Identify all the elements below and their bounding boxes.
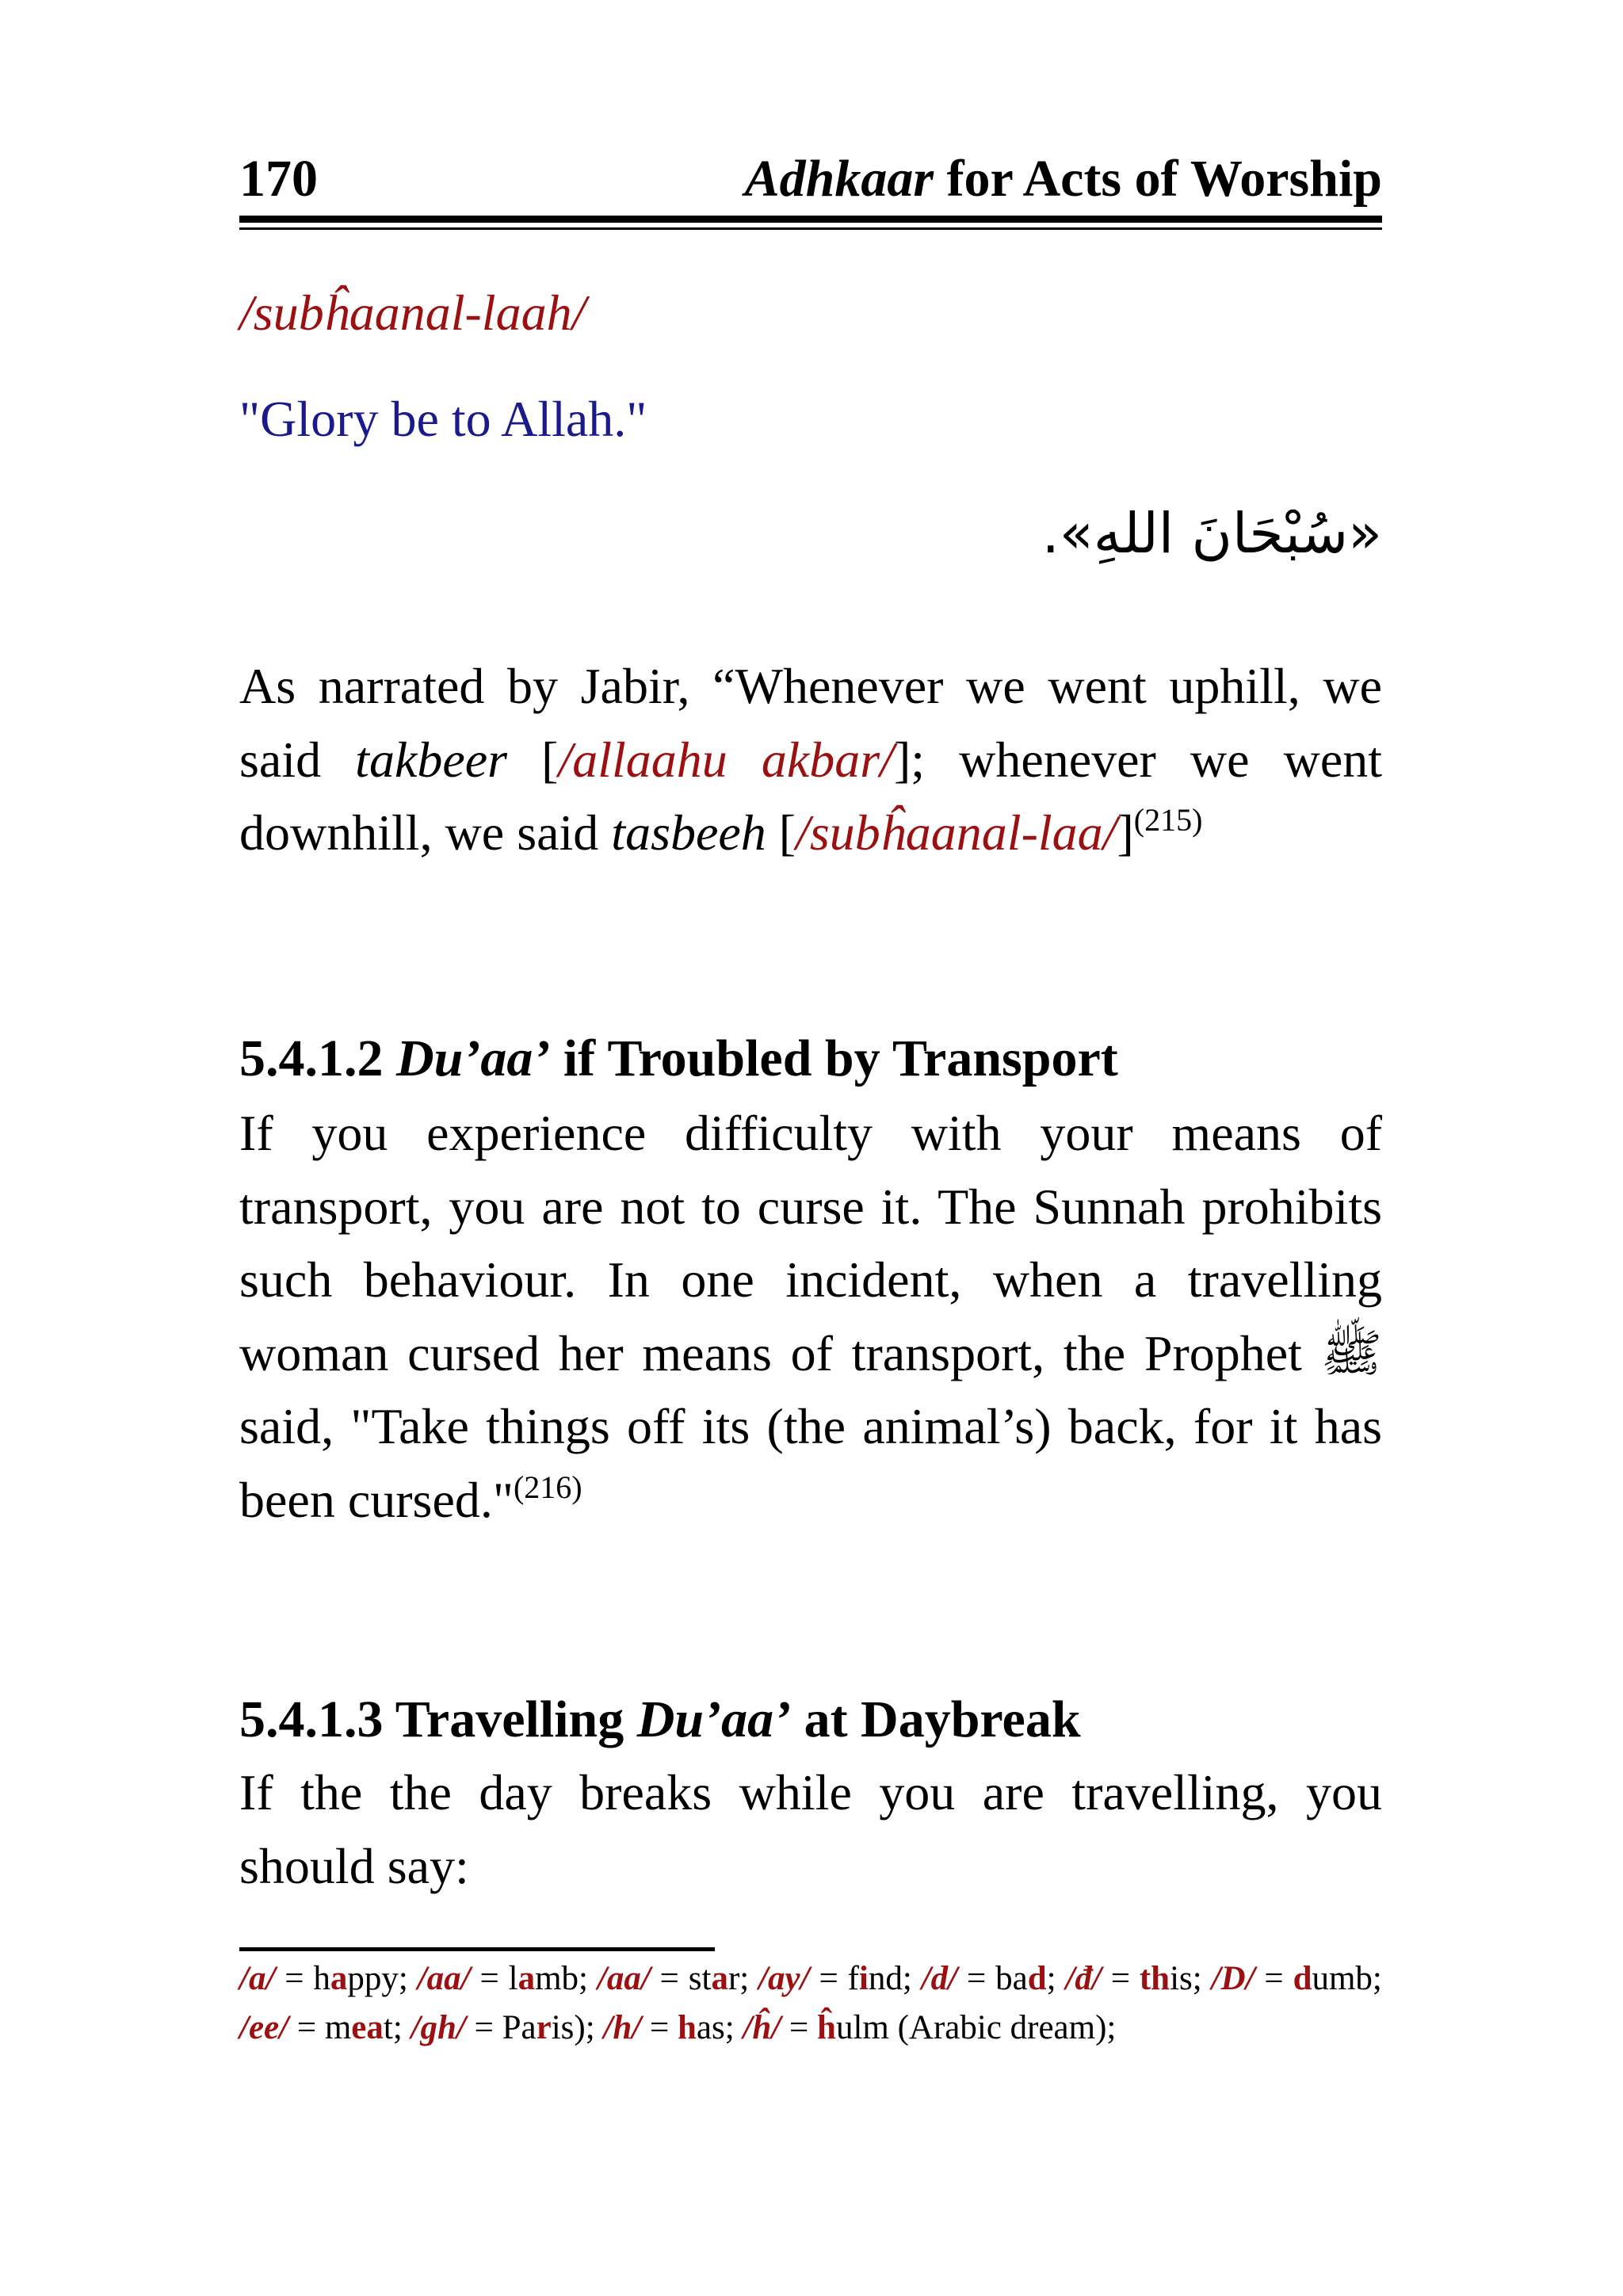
key-example-pre: st: [688, 1960, 712, 1997]
key-equals: =: [641, 2009, 678, 2046]
key-example-post: ulm (Arabic dream);: [835, 2009, 1117, 2046]
running-head: [745, 149, 1382, 209]
key-equals: =: [288, 2009, 325, 2046]
key-entry: [1065, 1960, 1211, 1997]
key-equals: =: [1254, 1960, 1293, 1997]
page-number: 170: [239, 150, 318, 208]
key-equals: =: [470, 1960, 509, 1997]
key-symbol: /a/: [239, 1960, 276, 1997]
key-example-post: is);: [551, 2009, 604, 2046]
footnote-ref-216: (216): [513, 1469, 582, 1505]
key-entry: [598, 1960, 758, 1997]
key-example-post: as;: [696, 2009, 743, 2046]
term-takbeer: takbeer: [355, 731, 508, 788]
section-1-body: [239, 1097, 1382, 1537]
key-example-post: nd;: [868, 1960, 922, 1997]
key-entry: [239, 2009, 411, 2046]
section-1-body-text: If you experience difficulty with your means of transport, you are not to curse it. The Sunnah prohibits such behaviour. In one incident, when a travelling woman cursed her means of transport, the Prophet ﷺ said, "Take things off its (the animal’s) back, for it has been cursed.": [239, 1105, 1382, 1528]
key-example-pre: f: [847, 1960, 859, 1997]
section-2-title-rest: at Daybreak: [791, 1690, 1081, 1748]
key-example-pre: ba: [995, 1960, 1028, 1997]
key-entry: [743, 2009, 1116, 2046]
section-1-title-rest: if Troubled by Transport: [550, 1030, 1118, 1087]
key-example-highlight: a: [330, 1960, 348, 1997]
key-entry: [758, 1960, 922, 1997]
key-example-highlight: a: [517, 1960, 536, 1997]
dhikr-transliteration: /subĥaanal-laah/: [239, 285, 586, 341]
key-symbol: /d/: [921, 1960, 958, 1997]
key-equals: =: [465, 2009, 502, 2046]
term-tasbeeh: tasbeeh: [611, 804, 766, 861]
key-equals: =: [275, 1960, 314, 1997]
key-example-post: is;: [1170, 1960, 1212, 1997]
section-heading-5-4-1-3: [239, 1690, 1081, 1750]
page-header: [239, 149, 1382, 212]
key-symbol: /D/: [1211, 1960, 1255, 1997]
key-entry: [922, 1960, 1066, 1997]
narration-text-1: As narrated by Jabir, “Whenever we went uphill, we said: [239, 658, 1382, 788]
narration-text-2: ]; whenever we went downhill, we said: [239, 731, 1382, 861]
key-example-post: ;: [1046, 1960, 1066, 1997]
key-example-post: ppy;: [347, 1960, 418, 1997]
key-equals: =: [1101, 1960, 1140, 1997]
key-equals: =: [781, 2009, 818, 2046]
bracket-open-1: [: [507, 731, 559, 788]
key-entry: [418, 1960, 598, 1997]
key-entry: [603, 2009, 743, 2046]
section-2-title-italic: Du’aa’: [636, 1690, 792, 1748]
key-example-highlight: a: [711, 1960, 728, 1997]
section-1-number: 5.4.1.2: [239, 1030, 396, 1087]
key-symbol: /gh/: [411, 2009, 466, 2046]
key-equals: =: [957, 1960, 996, 1997]
header-rule-thick: [239, 216, 1382, 223]
dhikr-translation: "Glory be to Allah.": [239, 391, 647, 447]
key-symbol: /đ/: [1065, 1960, 1102, 1997]
key-equals: =: [809, 1960, 848, 1997]
key-example-highlight: ĥ: [817, 2009, 836, 2046]
section-heading-5-4-1-2: [239, 1029, 1118, 1089]
key-example-highlight: h: [678, 2009, 697, 2046]
key-symbol: /ĥ/: [743, 2009, 781, 2046]
section-2-body: If the the day breaks while you are travelling, you should say:: [239, 1764, 1382, 1894]
key-example-post: t;: [383, 2009, 411, 2046]
translit-subhaanal-laa: /subĥaanal-laa/: [796, 804, 1117, 861]
key-symbol: /aa/: [597, 1960, 651, 1997]
key-symbol: /ee/: [239, 2009, 289, 2046]
key-example-post: mb;: [535, 1960, 598, 1997]
key-example-highlight: d: [1027, 1960, 1047, 1997]
key-example-pre: l: [508, 1960, 518, 1997]
key-equals: =: [650, 1960, 689, 1997]
section-1-title-italic: Du’aa’: [396, 1030, 551, 1087]
narration-paragraph: [239, 650, 1382, 870]
key-example-highlight: th: [1139, 1960, 1170, 1997]
key-example-post: umb;: [1312, 1960, 1382, 1997]
key-example-post: r;: [727, 1960, 759, 1997]
key-example-pre: Pa: [502, 2009, 537, 2046]
key-example-highlight: i: [858, 1960, 869, 1997]
key-symbol: /aa/: [417, 1960, 471, 1997]
key-entry: [239, 1960, 418, 1997]
key-entry: [411, 2009, 604, 2046]
header-rule-thin: [239, 227, 1382, 230]
bracket-close-2: ]: [1117, 804, 1134, 861]
dhikr-arabic: «سُبْحَانَ اللهِ».: [1041, 501, 1382, 566]
footnote-rule: [239, 1947, 715, 1951]
key-example-highlight: ea: [351, 2009, 384, 2046]
running-head-rest: for Acts of Worship: [934, 150, 1382, 208]
footnote-ref-215: (215): [1133, 802, 1203, 838]
translit-allaahu-akbar: /allaahu akbar/: [558, 731, 894, 788]
key-entry: [1212, 1960, 1382, 1997]
section-2-number: 5.4.1.3 Travelling: [239, 1690, 637, 1748]
bracket-open-2: [: [766, 804, 796, 861]
key-symbol: /h/: [603, 2009, 642, 2046]
key-symbol: /ay/: [758, 1960, 810, 1997]
pronunciation-key-footnote: [239, 1954, 1382, 2053]
running-head-italic: Adhkaar: [744, 150, 934, 208]
key-example-pre: m: [324, 2009, 352, 2046]
key-example-pre: h: [313, 1960, 330, 1997]
key-example-highlight: d: [1293, 1960, 1312, 1997]
key-example-highlight: r: [536, 2009, 552, 2046]
